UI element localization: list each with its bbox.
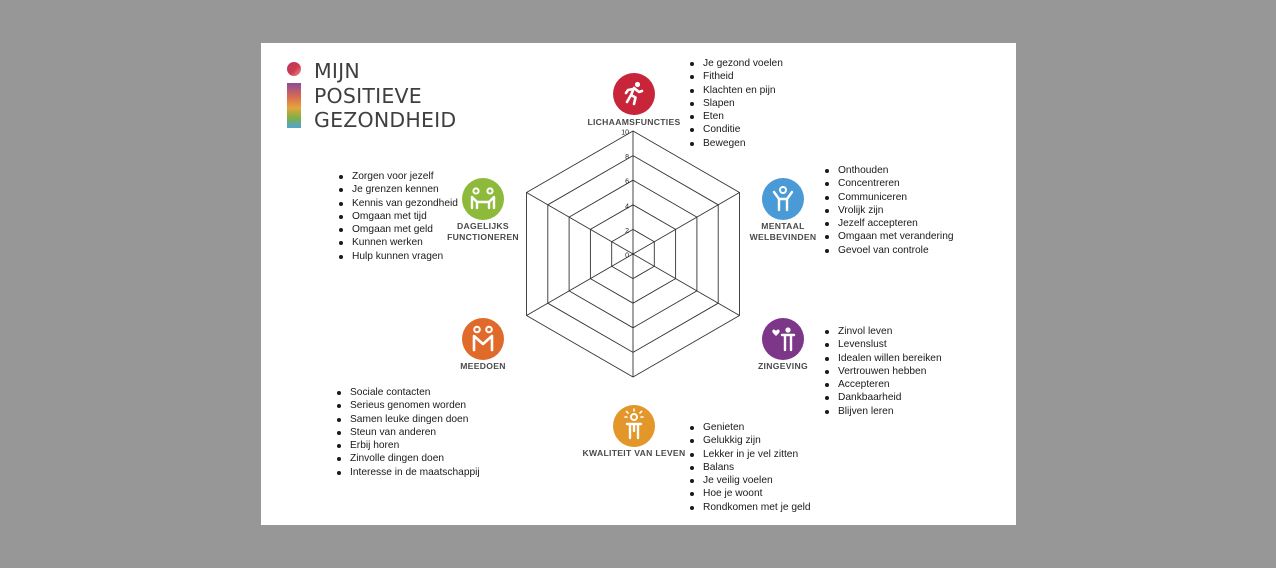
list-item: Rondkomen met je geld xyxy=(688,501,811,514)
list-lichaamsfuncties xyxy=(688,57,783,150)
list-item: Omgaan met geld xyxy=(337,223,458,236)
radar-tick-label: 0 xyxy=(625,252,629,260)
label-line: DAGELIJKS xyxy=(457,221,509,231)
list-item: Gelukkig zijn xyxy=(688,434,811,447)
list-kwaliteit xyxy=(688,421,811,514)
label-line: ZINGEVING xyxy=(758,361,808,371)
list-item: Jezelf accepteren xyxy=(823,217,954,230)
list-item: Hoe je woont xyxy=(688,487,811,500)
list-item: Sociale contacten xyxy=(335,386,480,399)
person-sun-icon xyxy=(613,405,655,447)
list-item: Balans xyxy=(688,461,811,474)
list-item: Blijven leren xyxy=(823,405,942,418)
health-diagram-canvas xyxy=(261,43,1016,525)
radar-tick-label: 8 xyxy=(625,154,629,162)
label-line: MENTAAL xyxy=(761,221,805,231)
list-item: Bewegen xyxy=(688,137,783,150)
icon-circle-dagelijks xyxy=(462,178,504,220)
two-people-icon xyxy=(462,318,504,360)
list-zingeving xyxy=(823,325,942,418)
icon-circle-meedoen xyxy=(462,318,504,360)
icon-circle-lichaamsfuncties xyxy=(613,73,655,115)
list-item: Slapen xyxy=(688,97,783,110)
person-heart-icon xyxy=(762,318,804,360)
list-item: Zorgen voor jezelf xyxy=(337,170,458,183)
list-item: Kennis van gezondheid xyxy=(337,197,458,210)
list-item: Hulp kunnen vragen xyxy=(337,250,458,263)
logo-line: POSITIEVE xyxy=(314,83,422,108)
list-item: Omgaan met verandering xyxy=(823,230,954,243)
logo-line: MIJN xyxy=(314,59,360,83)
list-item: Interesse in de maatschappij xyxy=(335,466,480,479)
list-mentaal xyxy=(823,164,954,257)
list-item: Vertrouwen hebben xyxy=(823,365,942,378)
people-at-table-icon xyxy=(462,178,504,220)
label-line: MEEDOEN xyxy=(460,361,506,371)
list-item: Onthouden xyxy=(823,164,954,177)
list-item: Kunnen werken xyxy=(337,236,458,249)
label-lichaamsfuncties xyxy=(586,117,682,128)
radar-axis-zingeving xyxy=(633,254,740,316)
label-line: WELBEVINDEN xyxy=(749,232,817,242)
list-item: Lekker in je vel zitten xyxy=(688,448,811,461)
list-dagelijks xyxy=(337,170,458,263)
list-item: Omgaan met tijd xyxy=(337,210,458,223)
list-item: Je gezond voelen xyxy=(688,57,783,70)
label-mentaal xyxy=(739,221,827,243)
list-item: Dankbaarheid xyxy=(823,391,942,404)
list-item: Zinvol leven xyxy=(823,325,942,338)
list-item: Accepteren xyxy=(823,378,942,391)
radar-tick-label: 2 xyxy=(625,227,629,235)
list-item: Idealen willen bereiken xyxy=(823,352,942,365)
list-item: Gevoel van controle xyxy=(823,244,954,257)
radar-axis-dagelijks-functioneren xyxy=(527,193,634,255)
label-line: KWALITEIT VAN LEVEN xyxy=(582,448,686,458)
label-line: LICHAAMSFUNCTIES xyxy=(587,117,681,127)
list-item: Serieus genomen worden xyxy=(335,399,480,412)
radar-tick-label: 6 xyxy=(625,178,629,186)
list-item: Erbij horen xyxy=(335,439,480,452)
label-meedoen xyxy=(449,361,517,372)
radar-axis-meedoen xyxy=(527,254,634,316)
radar-tick-label: 10 xyxy=(621,129,629,137)
list-item: Samen leuke dingen doen xyxy=(335,413,480,426)
list-item: Communiceren xyxy=(823,191,954,204)
list-item: Je veilig voelen xyxy=(688,474,811,487)
list-item: Conditie xyxy=(688,123,783,136)
running-person-icon xyxy=(613,73,655,115)
list-item: Fitheid xyxy=(688,70,783,83)
list-item: Klachten en pijn xyxy=(688,84,783,97)
radar-axis-mentaal-welbevinden xyxy=(633,193,740,255)
list-item: Levenslust xyxy=(823,338,942,351)
label-line: FUNCTIONEREN xyxy=(447,232,519,242)
icon-circle-zingeving xyxy=(762,318,804,360)
list-item: Zinvolle dingen doen xyxy=(335,452,480,465)
list-item: Steun van anderen xyxy=(335,426,480,439)
radar-tick-label: 4 xyxy=(625,203,629,211)
list-item: Eten xyxy=(688,110,783,123)
list-item: Concentreren xyxy=(823,177,954,190)
list-item: Je grenzen kennen xyxy=(337,183,458,196)
list-item: Vrolijk zijn xyxy=(823,204,954,217)
logo-line: GEZONDHEID xyxy=(314,108,457,132)
label-zingeving xyxy=(749,361,817,372)
person-thinking-icon xyxy=(762,178,804,220)
label-kwaliteit xyxy=(579,448,689,459)
list-item: Genieten xyxy=(688,421,811,434)
list-meedoen xyxy=(335,386,480,479)
